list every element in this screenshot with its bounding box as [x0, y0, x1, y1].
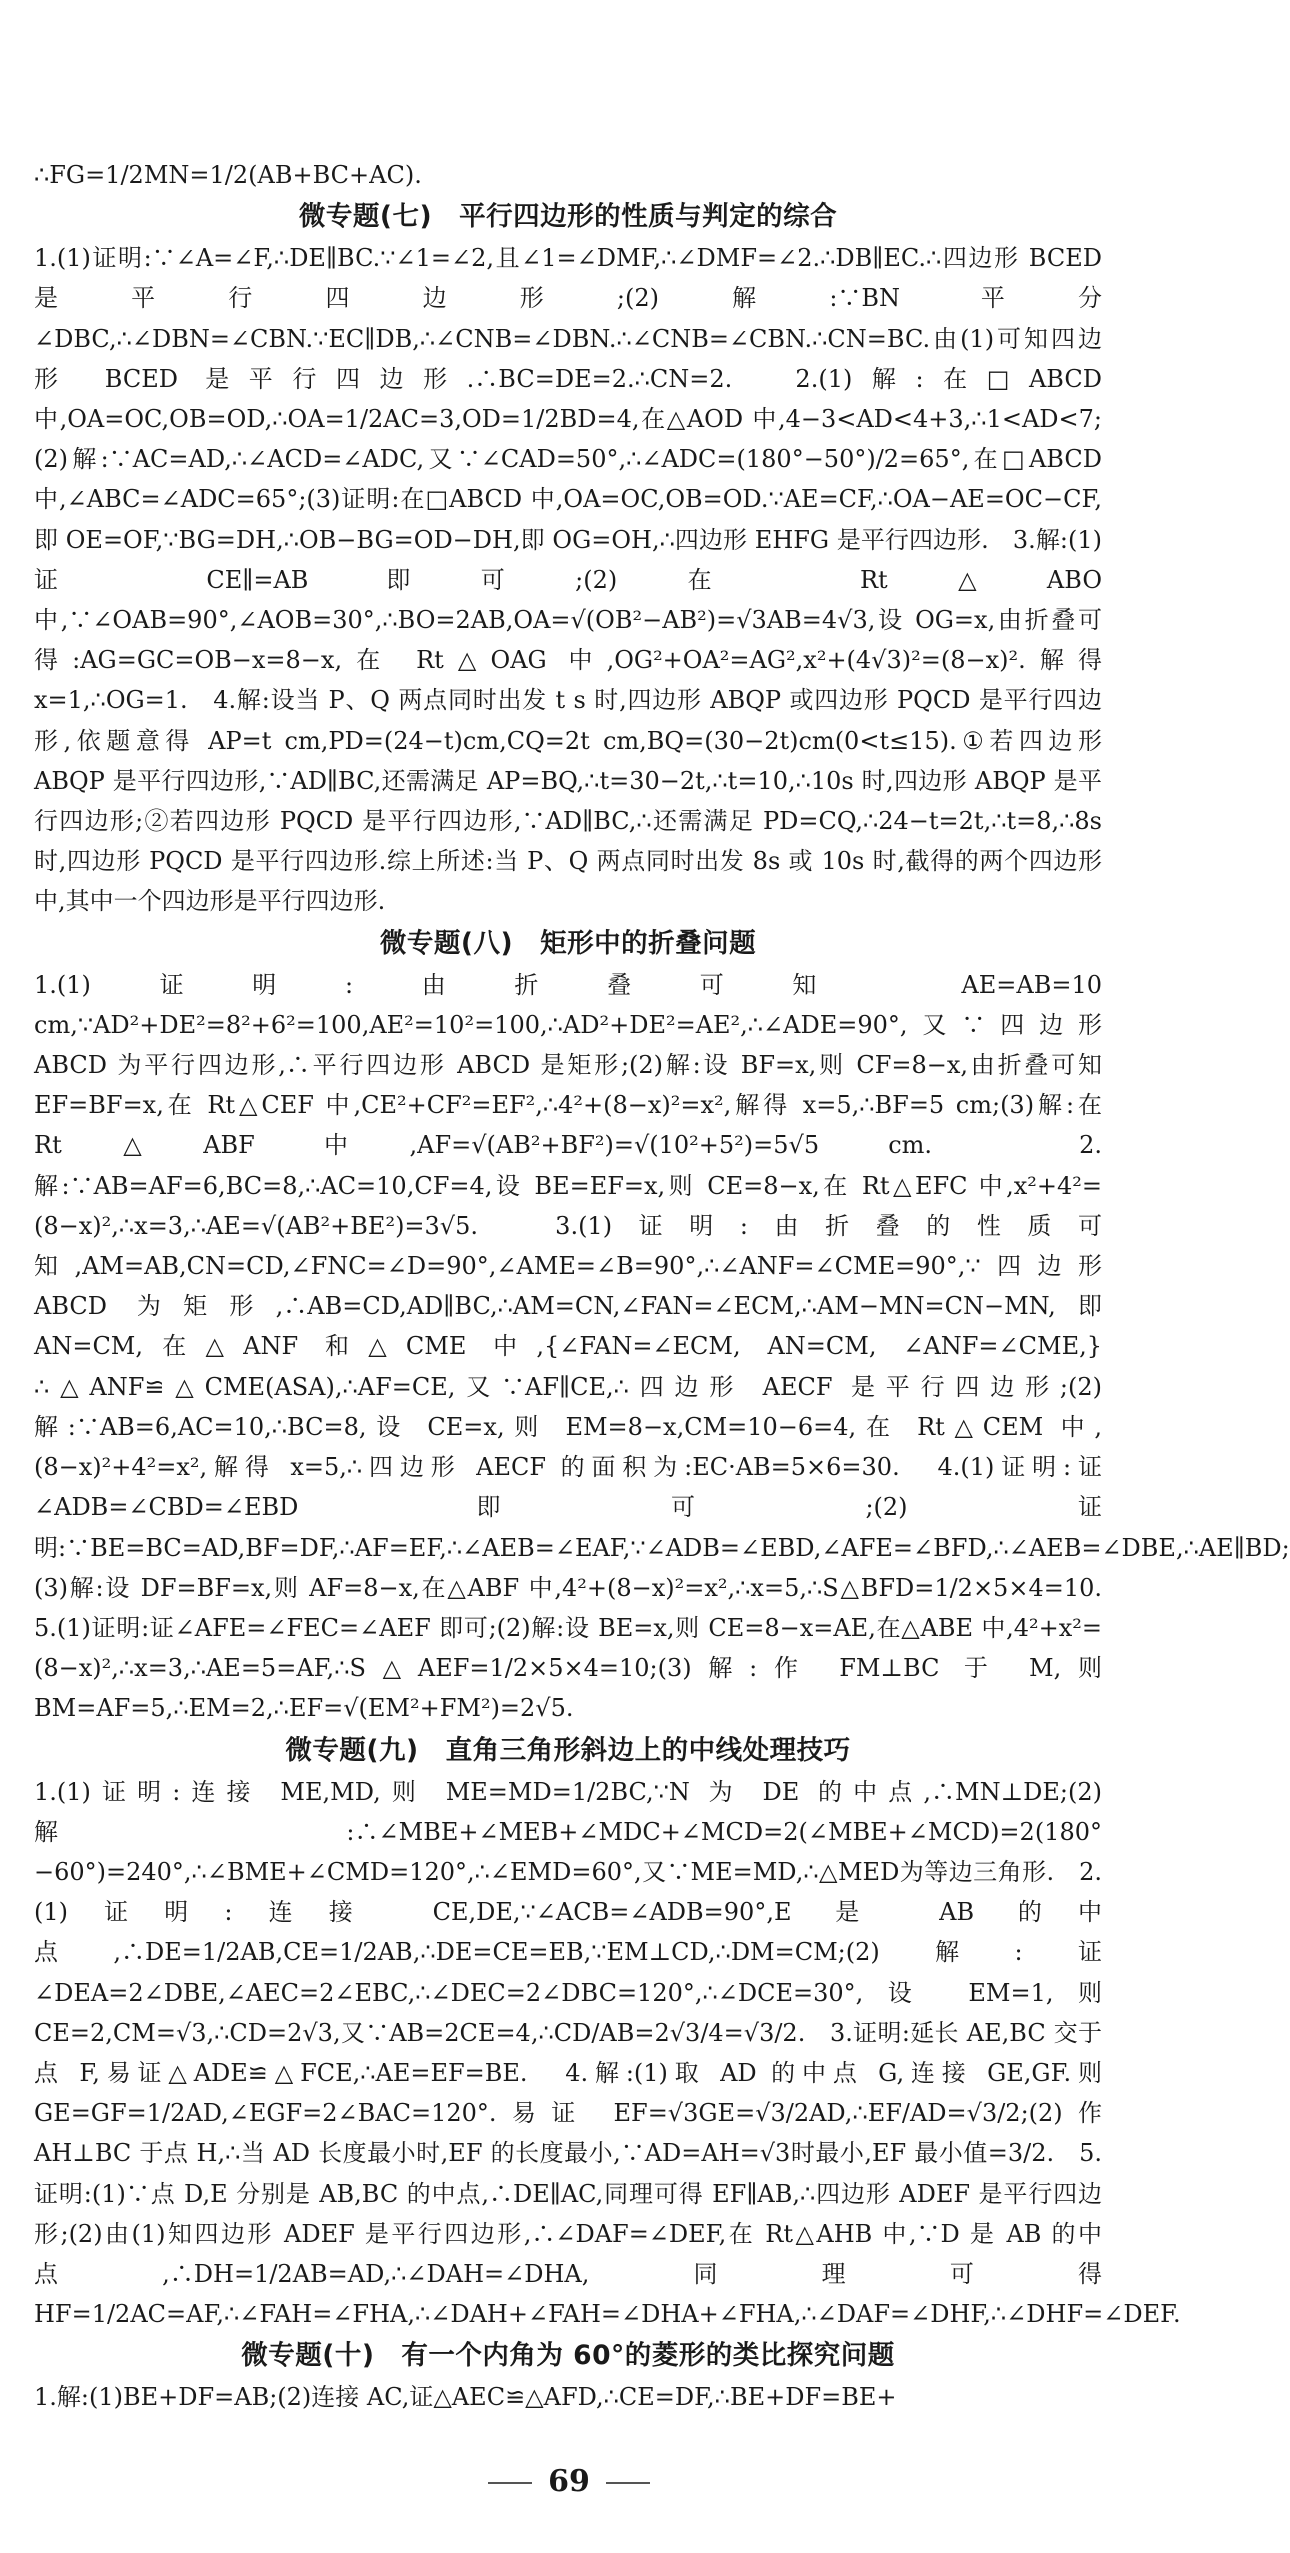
section-8-body: 1.(1)证明:由折叠可知 AE=AB=10 cm,∵AD²+DE²=8²+6²=100,AE²=10²=100,∴AD²+DE²=AE²,∴∠ADE=90°,又∵四边形 ABCD 为平行四边形,∴平行四边形 ABCD 是矩形;(2)解:设 BF=x,则 CF=8−x,由折叠可知 EF=BF=x,在 Rt△CEF 中,CE²+CF²=EF²,∴4²+(8−x)²=x²,解得 x=5,∴BF=5 cm;(3)解:在 Rt△ABF 中,AF=√(AB²+BF²)=√(10²+5²)=5√5 cm. 2.解:∵AB=AF=6,BC=8,∴AC=10,CF=4,设 BE=EF=x,则 CE=8−x,在 Rt△EFC 中,x²+4²=(8−x)²,∴x=3,∴AE=√(AB²+BE²)=3√5. 3.(1)证明:由折叠的性质可知,AM=AB,CN=CD,∠FNC=∠D=90°,∠AME=∠B=90°,∴∠ANF=∠CME=90°,∵四边形 ABCD 为矩形,∴AB=CD,AD∥BC,∴AM=CN,∠FAN=∠ECM,∴AM−MN=CN−MN,即 AN=CM,在△ANF 和△CME 中,{∠FAN=∠ECM, AN=CM, ∠ANF=∠CME,}∴△ANF≌△CME(ASA),∴AF=CE,又∵AF∥CE,∴四边形 AECF 是平行四边形;(2)解:∵AB=6,AC=10,∴BC=8,设 CE=x,则 EM=8−x,CM=10−6=4,在 Rt△CEM 中,(8−x)²+4²=x²,解得 x=5,∴四边形 AECF 的面积为:EC·AB=5×6=30. 4.(1)证明:证∠ADB=∠CBD=∠EBD 即可;(2)证明:∵BE=BC=AD,BF=DF,∴AF=EF,∴∠AEB=∠EAF,∵∠ADB=∠EBD,∠AFE=∠BFD,∴∠AEB=∠DBE,∴AE∥BD;(3)解:设 DF=BF=x,则 AF=8−x,在△ABF 中,4²+(8−x)²=x²,∴x=5,∴S△BFD=1/2×5×4=10. 5.(1)证明:证∠AFE=∠FEC=∠AEF 即可;(2)解:设 BE=x,则 CE=8−x=AE,在△ABE 中,4²+x²=(8−x)²,∴x=3,∴AE=5=AF,∴S△AEF=1/2×5×4=10;(3)解:作 FM⊥BC 于 M,则 BM=AF=5,∴EM=2,∴EF=√(EM²+FM²)=2√5. [34, 970, 1290, 1723]
page-number: 69 [548, 2464, 590, 2499]
footer-left-rule [488, 2482, 532, 2484]
section-9-title: 微专题(九) 直角三角形斜边上的中线处理技巧 [285, 1734, 851, 1766]
section-10-body: 1.解:(1)BE+DF=AB;(2)连接 AC,证△AEC≌△AFD,∴CE=DF,∴BE+DF=BE+ [34, 2383, 897, 2412]
page-footer [0, 2464, 1138, 2499]
footer-right-rule [606, 2482, 650, 2484]
section-7-body: 1.(1)证明:∵∠A=∠F,∴DE∥BC.∵∠1=∠2,且∠1=∠DMF,∴∠DMF=∠2.∴DB∥EC.∴四边形 BCED 是平行四边形;(2)解:∵BN 平分∠DBC,∴∠DBN=∠CBN.∵EC∥DB,∴∠CNB=∠DBN.∴∠CNB=∠CBN.∴CN=BC.由(1)可知四边形 BCED 是平行四边形.∴BC=DE=2.∴CN=2. 2.(1)解:在□ABCD 中,OA=OC,OB=OD,∴OA=1/2AC=3,OD=1/2BD=4,在△AOD 中,4−3<AD<4+3,∴1<AD<7;(2)解:∵AC=AD,∴∠ACD=∠ADC,又∵∠CAD=50°,∴∠ADC=(180°−50°)/2=65°,在□ABCD 中,∠ABC=∠ADC=65°;(3)证明:在□ABCD 中,OA=OC,OB=OD.∵AE=CF,∴OA−AE=OC−CF,即 OE=OF,∵BG=DH,∴OB−BG=OD−DH,即 OG=OH,∴四边形 EHFG 是平行四边形. 3.解:(1)证 CE∥=AB 即可;(2)在 Rt△ABO 中,∵∠OAB=90°,∠AOB=30°,∴BO=2AB,OA=√(OB²−AB²)=√3AB=4√3,设 OG=x,由折叠可得:AG=GC=OB−x=8−x,在 Rt△OAG 中,OG²+OA²=AG²,x²+(4√3)²=(8−x)².解得 x=1,∴OG=1. 4.解:设当 P、Q 两点同时出发 t s 时,四边形 ABQP 或四边形 PQCD 是平行四边形,依题意得 AP=t cm,PD=(24−t)cm,CQ=2t cm,BQ=(30−2t)cm(0<t≤15).①若四边形 ABQP 是平行四边形,∵AD∥BC,还需满足 AP=BQ,∴t=30−2t,∴t=10,∴10s 时,四边形 ABQP 是平行四边形;②若四边形 PQCD 是平行四边形,∵AD∥BC,∴还需满足 PD=CQ,∴24−t=2t,∴t=8,∴8s 时,四边形 PQCD 是平行四边形.综上所述:当 P、Q 两点同时出发 8s 或 10s 时,截得的两个四边形中,其中一个四边形是平行四边形. [34, 244, 1102, 916]
top-line: ∴FG=1/2MN=1/2(AB+BC+AC). [34, 161, 422, 189]
section-9-body: 1.(1)证明:连接 ME,MD,则 ME=MD=1/2BC,∵N 为 DE 的中点,∴MN⊥DE;(2)解:∴∠MBE+∠MEB+∠MDC+∠MCD=2(∠MBE+∠MCD)=2(180°−60°)=240°,∴∠BME+∠CMD=120°,∴∠EMD=60°,又∵ME=MD,∴△MED为等边三角形. 2.(1)证明:连接 CE,DE,∵∠ACB=∠ADB=90°,E 是 AB 的中点,∴DE=1/2AB,CE=1/2AB,∴DE=CE=EB,∵EM⊥CD,∴DM=CM;(2)解:证∠DEA=2∠DBE,∠AEC=2∠EBC,∴∠DEC=2∠DBC=120°,∴∠DCE=30°,设 EM=1,则 CE=2,CM=√3,∴CD=2√3,又∵AB=2CE=4,∴CD/AB=2√3/4=√3/2. 3.证明:延长 AE,BC 交于点 F,易证△ADE≌△FCE,∴AE=EF=BE. 4.解:(1)取 AD 的中点 G,连接 GE,GF.则 GE=GF=1/2AD,∠EGF=2∠BAC=120°.易证 EF=√3GE=√3/2AD,∴EF/AD=√3/2;(2)作 AH⊥BC 于点 H,∴当 AD 长度最小时,EF 的长度最小,∵AD=AH=√3时最小,EF 最小值=3/2. 5.证明:(1)∵点 D,E 分别是 AB,BC 的中点,∴DE∥AC,同理可得 EF∥AB,∴四边形 ADEF 是平行四边形;(2)由(1)知四边形 ADEF 是平行四边形,∴∠DAF=∠DEF,在 Rt△AHB 中,∵D 是 AB 的中点,∴DH=1/2AB=AD,∴∠DAH=∠DHA,同理可得 HF=1/2AC=AF,∴∠FAH=∠FHA,∴∠DAH+∠FAH=∠DHA+∠FHA,∴∠DAF=∠DHF,∴∠DHF=∠DEF. [34, 1777, 1181, 2329]
section-8-title: 微专题(八) 矩形中的折叠问题 [379, 927, 757, 959]
section-10-title: 微专题(十) 有一个内角为 60°的菱形的类比探究问题 [241, 2340, 895, 2372]
section-7-title: 微专题(七) 平行四边形的性质与判定的综合 [298, 201, 838, 233]
